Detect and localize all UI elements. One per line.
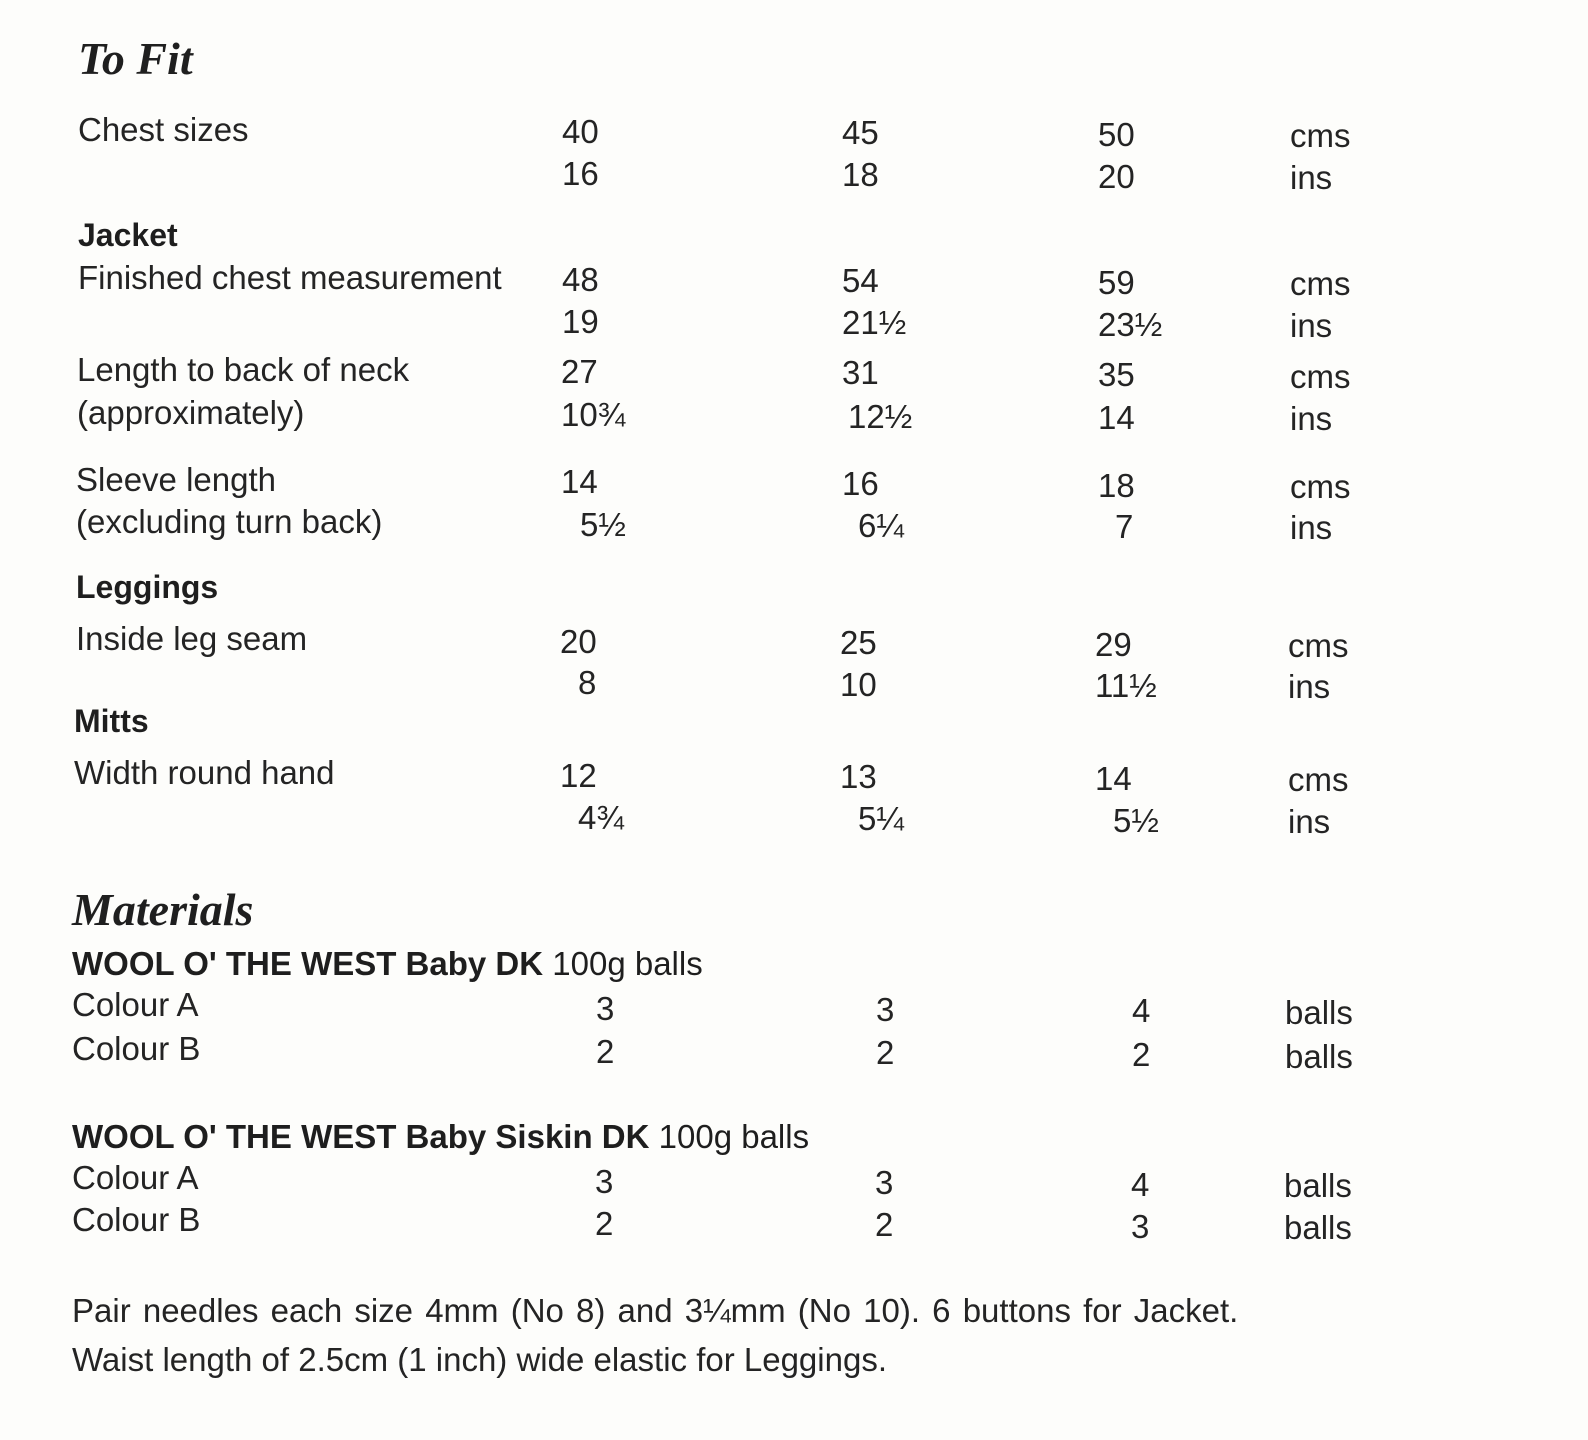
yarn2-colour-a-label: Colour A: [72, 1159, 199, 1196]
elastic-note: Waist length of 2.5cm (1 inch) wide elastic for Leggings.: [72, 1341, 887, 1378]
chest-ins-3: 20: [1098, 158, 1135, 195]
mitts-cms-2: 13: [840, 758, 877, 795]
inside-leg-ins-2: 10: [840, 666, 877, 703]
sleeve-ins-2: 6¼: [858, 507, 904, 544]
length-ins-1: 10¾: [561, 396, 626, 433]
sleeve-label: Sleeve length: [76, 461, 276, 498]
chest-ins-1: 16: [562, 155, 599, 192]
to-fit-heading: To Fit: [78, 33, 193, 84]
yarn1-colour-a-1: 3: [596, 990, 615, 1027]
yarn1-colour-b-unit: balls: [1285, 1038, 1353, 1075]
yarn1-brand: WOOL O' THE WEST Baby DK: [72, 945, 544, 982]
yarn2-brand: WOOL O' THE WEST Baby Siskin DK: [72, 1118, 650, 1155]
chest-cms-1: 40: [562, 113, 599, 150]
sleeve-cms-unit: cms: [1290, 468, 1351, 505]
length-cms-unit: cms: [1290, 358, 1351, 395]
materials-heading: Materials: [72, 884, 254, 935]
chest-cms-2: 45: [842, 114, 879, 151]
width-round-hand-label: Width round hand: [74, 754, 335, 791]
length-ins-3: 14: [1098, 399, 1135, 436]
chest-cms-unit: cms: [1290, 117, 1351, 154]
yarn2-colour-a-3: 4: [1131, 1166, 1150, 1203]
yarn2-colour-b-3: 3: [1131, 1208, 1150, 1245]
finished-chest-cms-1: 48: [562, 261, 599, 298]
finished-chest-cms-3: 59: [1098, 264, 1135, 301]
finished-chest-cms-2: 54: [842, 262, 879, 299]
inside-leg-cms-1: 20: [560, 623, 597, 660]
length-label-2: (approximately): [77, 394, 305, 431]
sleeve-ins-1: 5½: [580, 506, 626, 543]
yarn2-line: [72, 1120, 809, 1153]
yarn2-colour-b-2: 2: [875, 1206, 894, 1243]
yarn2-colour-a-2: 3: [875, 1164, 894, 1201]
yarn2-colour-a-unit: balls: [1284, 1167, 1352, 1204]
inside-leg-cms-3: 29: [1095, 626, 1132, 663]
length-label: Length to back of neck: [77, 351, 410, 388]
yarn2-colour-b-1: 2: [595, 1205, 614, 1242]
mitts-ins-3: 5½: [1113, 802, 1159, 839]
jacket-heading: Jacket: [78, 217, 178, 253]
yarn1-colour-b-2: 2: [876, 1034, 895, 1071]
mitts-ins-unit: ins: [1288, 803, 1331, 840]
finished-chest-ins-1: 19: [562, 303, 599, 340]
mitts-heading: Mitts: [74, 703, 149, 739]
yarn2-detail: 100g balls: [658, 1118, 810, 1155]
mitts-cms-1: 12: [560, 757, 597, 794]
yarn1-colour-a-unit: balls: [1285, 994, 1353, 1031]
yarn1-colour-b-1: 2: [596, 1033, 615, 1070]
yarn1-line: [72, 947, 703, 980]
length-ins-2: 12½: [848, 398, 913, 435]
yarn1-colour-a-label: Colour A: [72, 986, 199, 1023]
chest-ins-2: 18: [842, 156, 879, 193]
sleeve-ins-unit: ins: [1290, 509, 1333, 546]
finished-chest-ins-3: 23½: [1098, 306, 1163, 343]
mitts-cms-unit: cms: [1288, 761, 1349, 798]
finished-chest-ins-2: 21½: [842, 304, 907, 341]
sleeve-cms-2: 16: [842, 465, 879, 502]
yarn1-detail: 100g balls: [552, 945, 703, 982]
length-cms-1: 27: [561, 353, 598, 390]
sleeve-cms-1: 14: [561, 463, 598, 500]
chest-sizes-label: Chest sizes: [78, 111, 249, 148]
yarn2-colour-b-label: Colour B: [72, 1201, 201, 1238]
yarn1-colour-a-3: 4: [1132, 992, 1151, 1029]
finished-chest-label: Finished chest measurement: [78, 259, 502, 296]
finished-chest-cms-unit: cms: [1290, 265, 1351, 302]
inside-leg-ins-1: 8: [578, 664, 597, 701]
finished-chest-ins-unit: ins: [1290, 307, 1333, 344]
inside-leg-cms-unit: cms: [1288, 627, 1349, 664]
inside-leg-ins-3: 11½: [1095, 667, 1157, 704]
sleeve-label-2: (excluding turn back): [76, 503, 383, 540]
yarn2-colour-b-unit: balls: [1284, 1209, 1352, 1246]
yarn1-colour-a-2: 3: [876, 991, 895, 1028]
length-ins-unit: ins: [1290, 400, 1333, 437]
inside-leg-label: Inside leg seam: [76, 620, 308, 657]
mitts-cms-3: 14: [1095, 760, 1132, 797]
inside-leg-cms-2: 25: [840, 624, 877, 661]
leggings-heading: Leggings: [76, 569, 219, 605]
needles-note: Pair needles each size 4mm (No 8) and 3¼mm (No 10). 6 buttons for Jacket.: [72, 1292, 1239, 1329]
yarn2-colour-a-1: 3: [595, 1163, 614, 1200]
sleeve-ins-3: 7: [1115, 508, 1134, 545]
mitts-ins-2: 5¼: [858, 800, 904, 837]
yarn1-colour-b-label: Colour B: [72, 1030, 201, 1067]
inside-leg-ins-unit: ins: [1288, 668, 1331, 705]
yarn1-colour-b-3: 2: [1132, 1036, 1151, 1073]
sleeve-cms-3: 18: [1098, 467, 1135, 504]
length-cms-2: 31: [842, 354, 879, 391]
chest-ins-unit: ins: [1290, 159, 1333, 196]
chest-cms-3: 50: [1098, 116, 1135, 153]
mitts-ins-1: 4¾: [578, 799, 624, 836]
length-cms-3: 35: [1098, 356, 1135, 393]
